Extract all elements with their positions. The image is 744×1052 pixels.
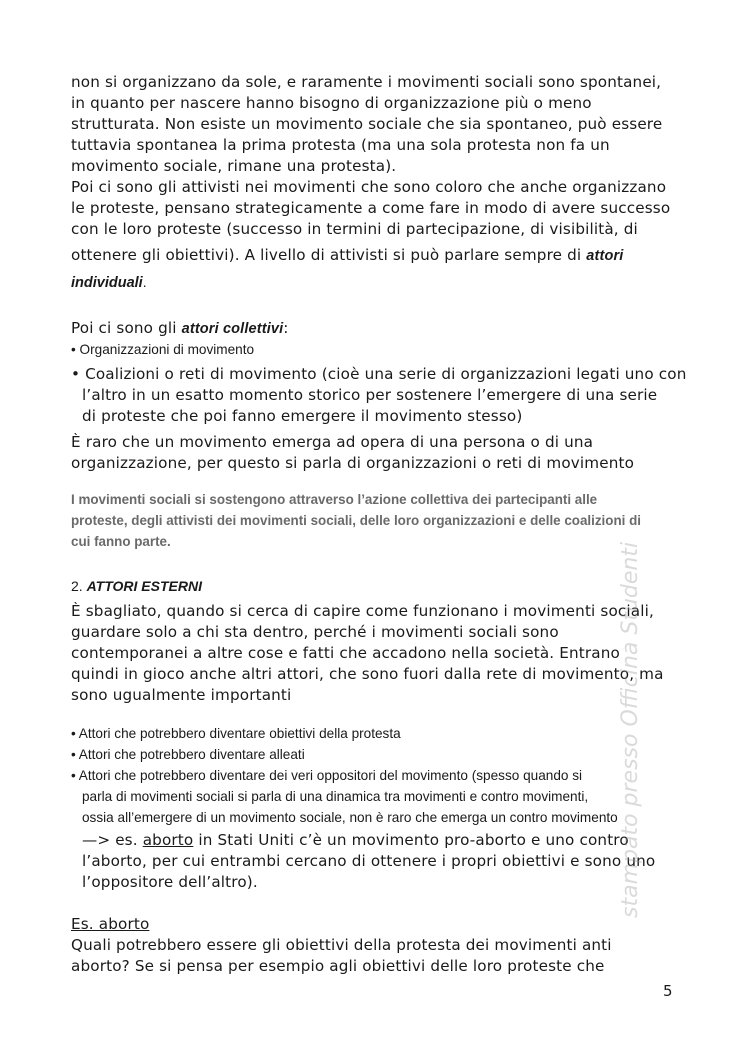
text-line: quindi in gioco anche altri attori, che sono fuori dalla rete di movimento, ma [71,665,664,683]
paragraph-rare-emergence [71,432,634,474]
text-line: guardare solo a chi sta dentro, perché i movimenti sociali sono [71,623,559,641]
watermark: stampato presso Officina Studenti [618,541,643,918]
text-line: È sbagliato, quando si cerca di capire come funzionano i movimenti sociali, [71,602,654,620]
text-line: organizzazione, per questo si parla di organizzazioni o reti di movimento [71,454,635,472]
text-span: ottenere gli obiettivi). A livello di attivisti si può parlare sempre di [71,246,587,264]
page-number: 5 [663,982,673,1000]
text-line: È raro che un movimento emerga ad opera di una persona o di una [71,433,594,451]
heading-number: 2. [71,578,87,594]
text-span: in Stati Uniti c’è un movimento pro-aborto e uno contro [193,831,629,849]
text-line: con le loro proteste (successo in termini di partecipazione, di visibilità, di [71,220,638,238]
term-individuali: individuali [71,275,143,291]
bullet-list [71,723,618,786]
bullet-organizzazioni: • Organizzazioni di movimento [71,342,255,357]
heading-title: ATTORI ESTERNI [86,578,202,594]
text-line: in quanto per nascere hanno bisogno di organizzazione più o meno [71,94,592,112]
paragraph-anti-aborto [71,935,612,977]
collective-actors-intro [71,318,289,339]
text-line: movimento sociale, rimane una protesta). [71,157,397,175]
summary-paragraph [71,490,641,553]
text-span: : [283,319,289,337]
summary-line: cui fanno parte. [71,534,171,549]
term-attori-collettivi: attori collettivi [181,321,284,337]
text-line: non si organizzano da sole, e raramente i movimenti sociali sono spontanei, [71,73,662,91]
bullet-continuation [71,786,618,828]
arrow-text: —> es. [82,831,143,849]
bullet-line: l’altro in un esatto momento storico per sostenere l’emergere di una serie [82,386,658,404]
term-attori: attori [586,248,624,264]
bullet-coalizioni [71,364,686,427]
text-line: Quali potrebbero essere gli obiettivi della protesta dei movimenti anti [71,936,612,954]
list-item: • Attori che potrebbero diventare dei veri oppositori del movimento (spesso quando si [71,768,583,783]
text-line: tuttavia spontanea la prima protesta (ma una sola protesta non fa un [71,136,610,154]
text-line: le proteste, pensano strategicamente a come fare in modo di avere successo [71,199,671,217]
example-line: l’aborto, per cui entrambi cercano di ottenere i propri obiettivi e sono uno [82,852,656,870]
text-span: Poi ci sono gli [71,319,182,337]
external-actors-list [71,723,618,828]
text-line: strutturata. Non esiste un movimento sociale che sia spontaneo, può essere [71,115,663,133]
paragraph-organizations [71,72,670,240]
term-individuali-line [71,272,146,293]
text-line: Poi ci sono gli attivisti nei movimenti che sono coloro che anche organizzano [71,178,667,196]
example-first-line [71,830,655,851]
summary-line: I movimenti sociali si sostengono attraverso l’azione collettiva dei partecipanti alle [71,492,598,507]
paragraph-external-actors [71,601,664,706]
text-period: . [142,275,147,290]
section-heading [71,576,202,597]
paragraph-organizations-last-line [71,245,623,266]
text-line: aborto? Se si pensa per esempio agli obiettivi delle loro proteste che [71,957,605,975]
example-line: l’oppositore dell’altro). [82,873,258,891]
list-item: • Attori che potrebbero diventare alleati [71,747,305,762]
example-aborto [71,830,655,893]
text-line: sono ugualmente importanti [71,686,292,704]
summary-line: proteste, degli attivisti dei movimenti sociali, delle loro organizzazioni e delle coalizioni di [71,513,641,528]
bullet-line: • Coalizioni o reti di movimento (cioè una serie di organizzazioni legati uno con [71,365,687,383]
list-item: • Attori che potrebbero diventare obiettivi della protesta [71,726,401,741]
list-item-continuation: parla di movimenti sociali si parla di una dinamica tra movimenti e contro movimenti, [82,789,589,804]
text-line: contemporanei a altre cose e fatti che accadono nella società. Entrano [71,644,620,662]
bullet-line: di proteste che poi fanno emergere il movimento stesso) [82,407,523,425]
example-heading: Es. aborto [71,915,150,933]
list-item-continuation: ossia all’emergere di un movimento sociale, non è raro che emerga un contro movimento [82,810,618,825]
underlined-term: aborto [142,831,194,849]
example-continuation [71,851,655,893]
